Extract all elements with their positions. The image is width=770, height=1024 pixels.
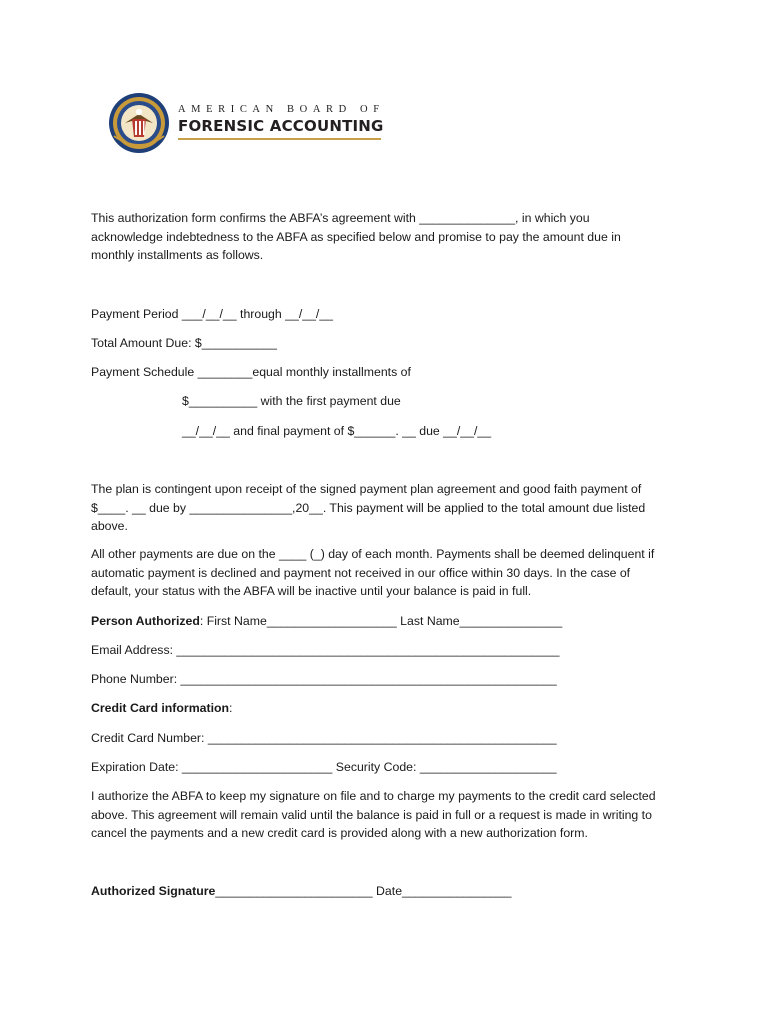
expiration-security-field: Expiration Date: ______________________ Security Code: ____________________ [91, 760, 557, 774]
contingent-paragraph [91, 480, 691, 536]
contingent-line: above. [91, 519, 128, 533]
total-amount-due: Total Amount Due: $___________ [91, 336, 277, 350]
authorization-line: I authorize the ABFA to keep my signature on file and to charge my payments to the credit card selected [91, 789, 656, 803]
logo-underline [178, 138, 381, 140]
final-payment-line: __/__/__ and final payment of $______. __ due __/__/__ [182, 424, 492, 438]
payment-period: Payment Period ___/__/__ through __/__/__ [91, 307, 334, 321]
signature-line [91, 882, 511, 901]
person-authorized-line [91, 612, 562, 631]
abfa-logo [108, 92, 398, 156]
authorization-line: above. This agreement will remain valid until the balance is paid in full or a request is made in writing to [91, 807, 652, 822]
other-payments-line: automatic payment is declined and payment not received in our office within 30 days. In the case of [91, 565, 631, 580]
authorized-signature-label: Authorized Signature [91, 884, 216, 898]
first-payment-line: $__________ with the first payment due [182, 394, 401, 408]
person-name-fields: : First Name___________________ Last Name_______________ [199, 614, 563, 628]
email-address-field: Email Address: ________________________________________________________ [91, 643, 560, 657]
person-authorized-label: Person Authorized [91, 614, 200, 628]
credit-card-info-label: Credit Card information [91, 701, 230, 715]
other-payments-paragraph [91, 545, 691, 601]
credit-card-info-heading [91, 699, 232, 718]
contingent-line: The plan is contingent upon receipt of the signed payment plan agreement and good faith payment of [91, 482, 642, 496]
phone-number-field: Phone Number: _______________________________________________________ [91, 672, 557, 686]
payment-schedule: Payment Schedule ________equal monthly installments of [91, 365, 411, 379]
other-payments-line: All other payments are due on the ____ (_) day of each month. Payments shall be deemed delinquent if [91, 547, 655, 561]
credit-card-number-field: Credit Card Number: ___________________________________________________ [91, 731, 557, 745]
intro-line: monthly installments as follows. [91, 248, 264, 262]
authorization-paragraph [91, 787, 691, 843]
org-name-line2: FORENSIC ACCOUNTING [178, 117, 384, 135]
credit-card-info-colon: : [229, 701, 233, 715]
org-name-line1: AMERICAN BOARD OF [178, 104, 385, 115]
other-payments-line: default, your status with the ABFA will be inactive until your balance is paid in full. [91, 584, 532, 598]
contingent-line: $____. __ due by _______________,20__. This payment will be applied to the total amount due listed [91, 500, 646, 515]
authorization-line: cancel the payments and a new credit card is provided along with a new authorization form. [91, 826, 588, 840]
intro-line: This authorization form confirms the ABFA’s agreement with ______________, in which you [91, 211, 590, 225]
seal-icon [108, 92, 170, 154]
signature-date-fields: _______________________ Date________________ [215, 884, 512, 898]
intro-paragraph [91, 209, 691, 265]
intro-line: acknowledge indebtedness to the ABFA as specified below and promise to pay the amount due in [91, 229, 621, 244]
